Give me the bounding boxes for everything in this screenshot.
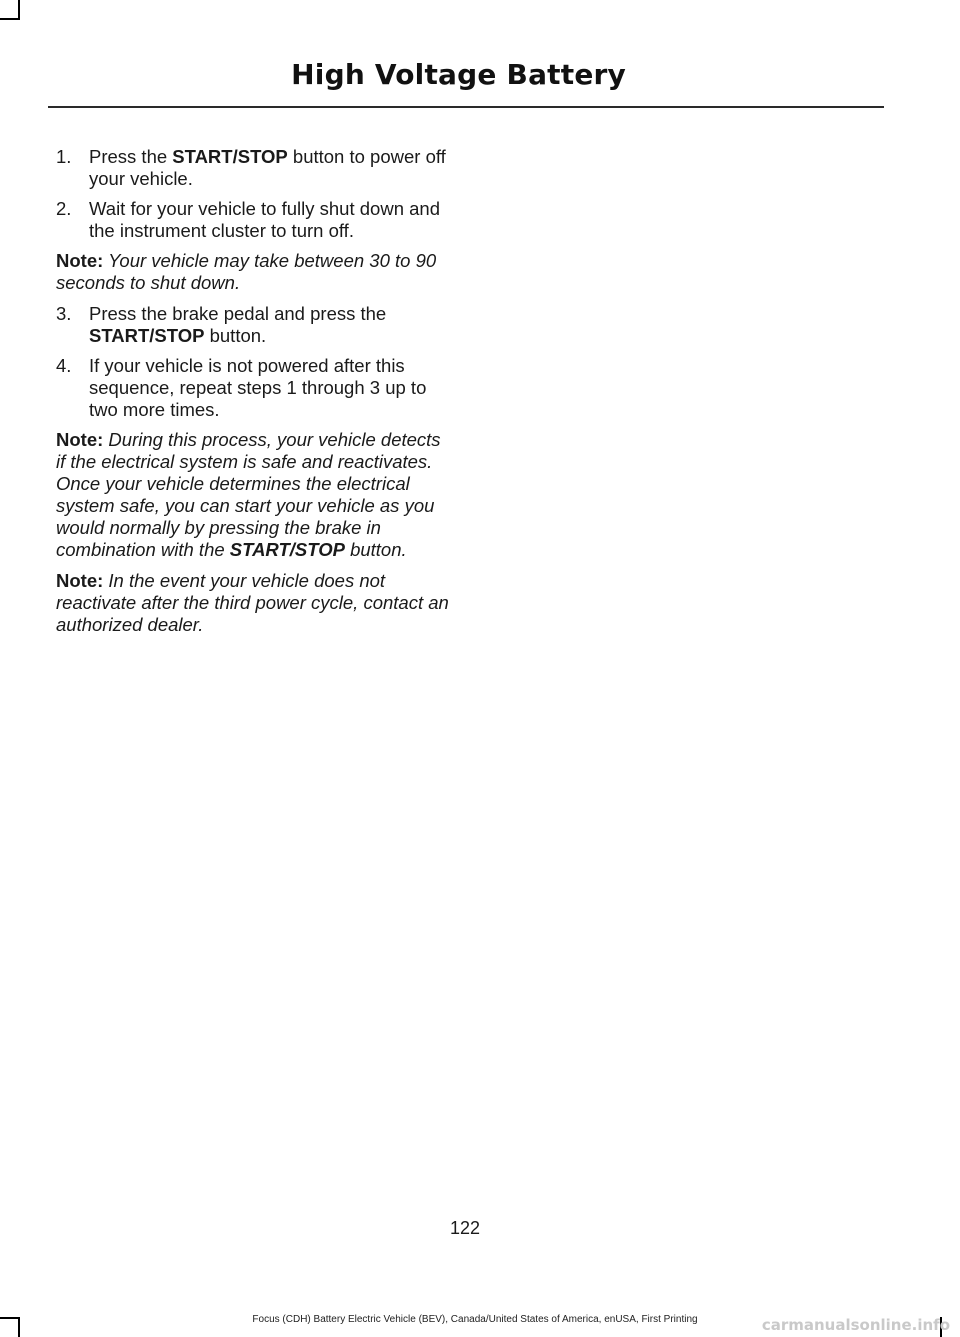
note-text: During this process, your vehicle detects if the electrical system is safe and reactivates. Once your vehicle determines the electrical system safe, you can start your vehicle as you would normally by pressing the brake in combination with the [56,429,441,560]
step-bold-text: START/STOP [172,146,288,167]
note-bold-text: START/STOP [229,539,345,560]
list-item [56,303,454,347]
step-bold-text: START/STOP [89,325,205,346]
step-number: 1. [56,146,72,167]
note-text: In the event your vehicle does not reactivate after the third power cycle, contact an authorized dealer. [56,570,449,635]
note-text: button. [344,539,407,560]
footer-text: Focus (CDH) Battery Electric Vehicle (BEV), Canada/United States of America, enUSA, First Printing [252,1314,698,1325]
step-number: 4. [56,355,72,376]
step-text: If your vehicle is not powered after this sequence, repeat steps 1 through 3 up to two more times. [89,355,427,420]
step-text: Wait for your vehicle to fully shut down and the instrument cluster to turn off. [89,198,440,241]
list-item [56,198,454,242]
step-text: button. [204,325,267,346]
note-label: Note: [56,250,104,271]
step-text: Press the [89,146,173,167]
note [56,250,454,294]
watermark: carmanualsonline.info [761,1316,950,1334]
crop-mark [0,1317,20,1319]
note [56,570,454,636]
list-item [56,355,454,421]
list-item [56,146,454,190]
header-divider [48,106,884,108]
page-content [56,146,454,645]
page-title: High Voltage Battery [291,58,626,91]
crop-mark [0,18,20,20]
note-label: Note: [56,570,104,591]
step-number: 2. [56,198,72,219]
note [56,429,454,561]
step-number: 3. [56,303,72,324]
step-text: Press the brake pedal and press the [89,303,387,324]
page-number: 122 [449,1218,481,1238]
step-text: button to power off your vehicle. [89,146,446,189]
note-text: Your vehicle may take between 30 to 90 seconds to shut down. [56,250,437,293]
crop-mark [18,0,20,20]
note-label: Note: [56,429,104,450]
